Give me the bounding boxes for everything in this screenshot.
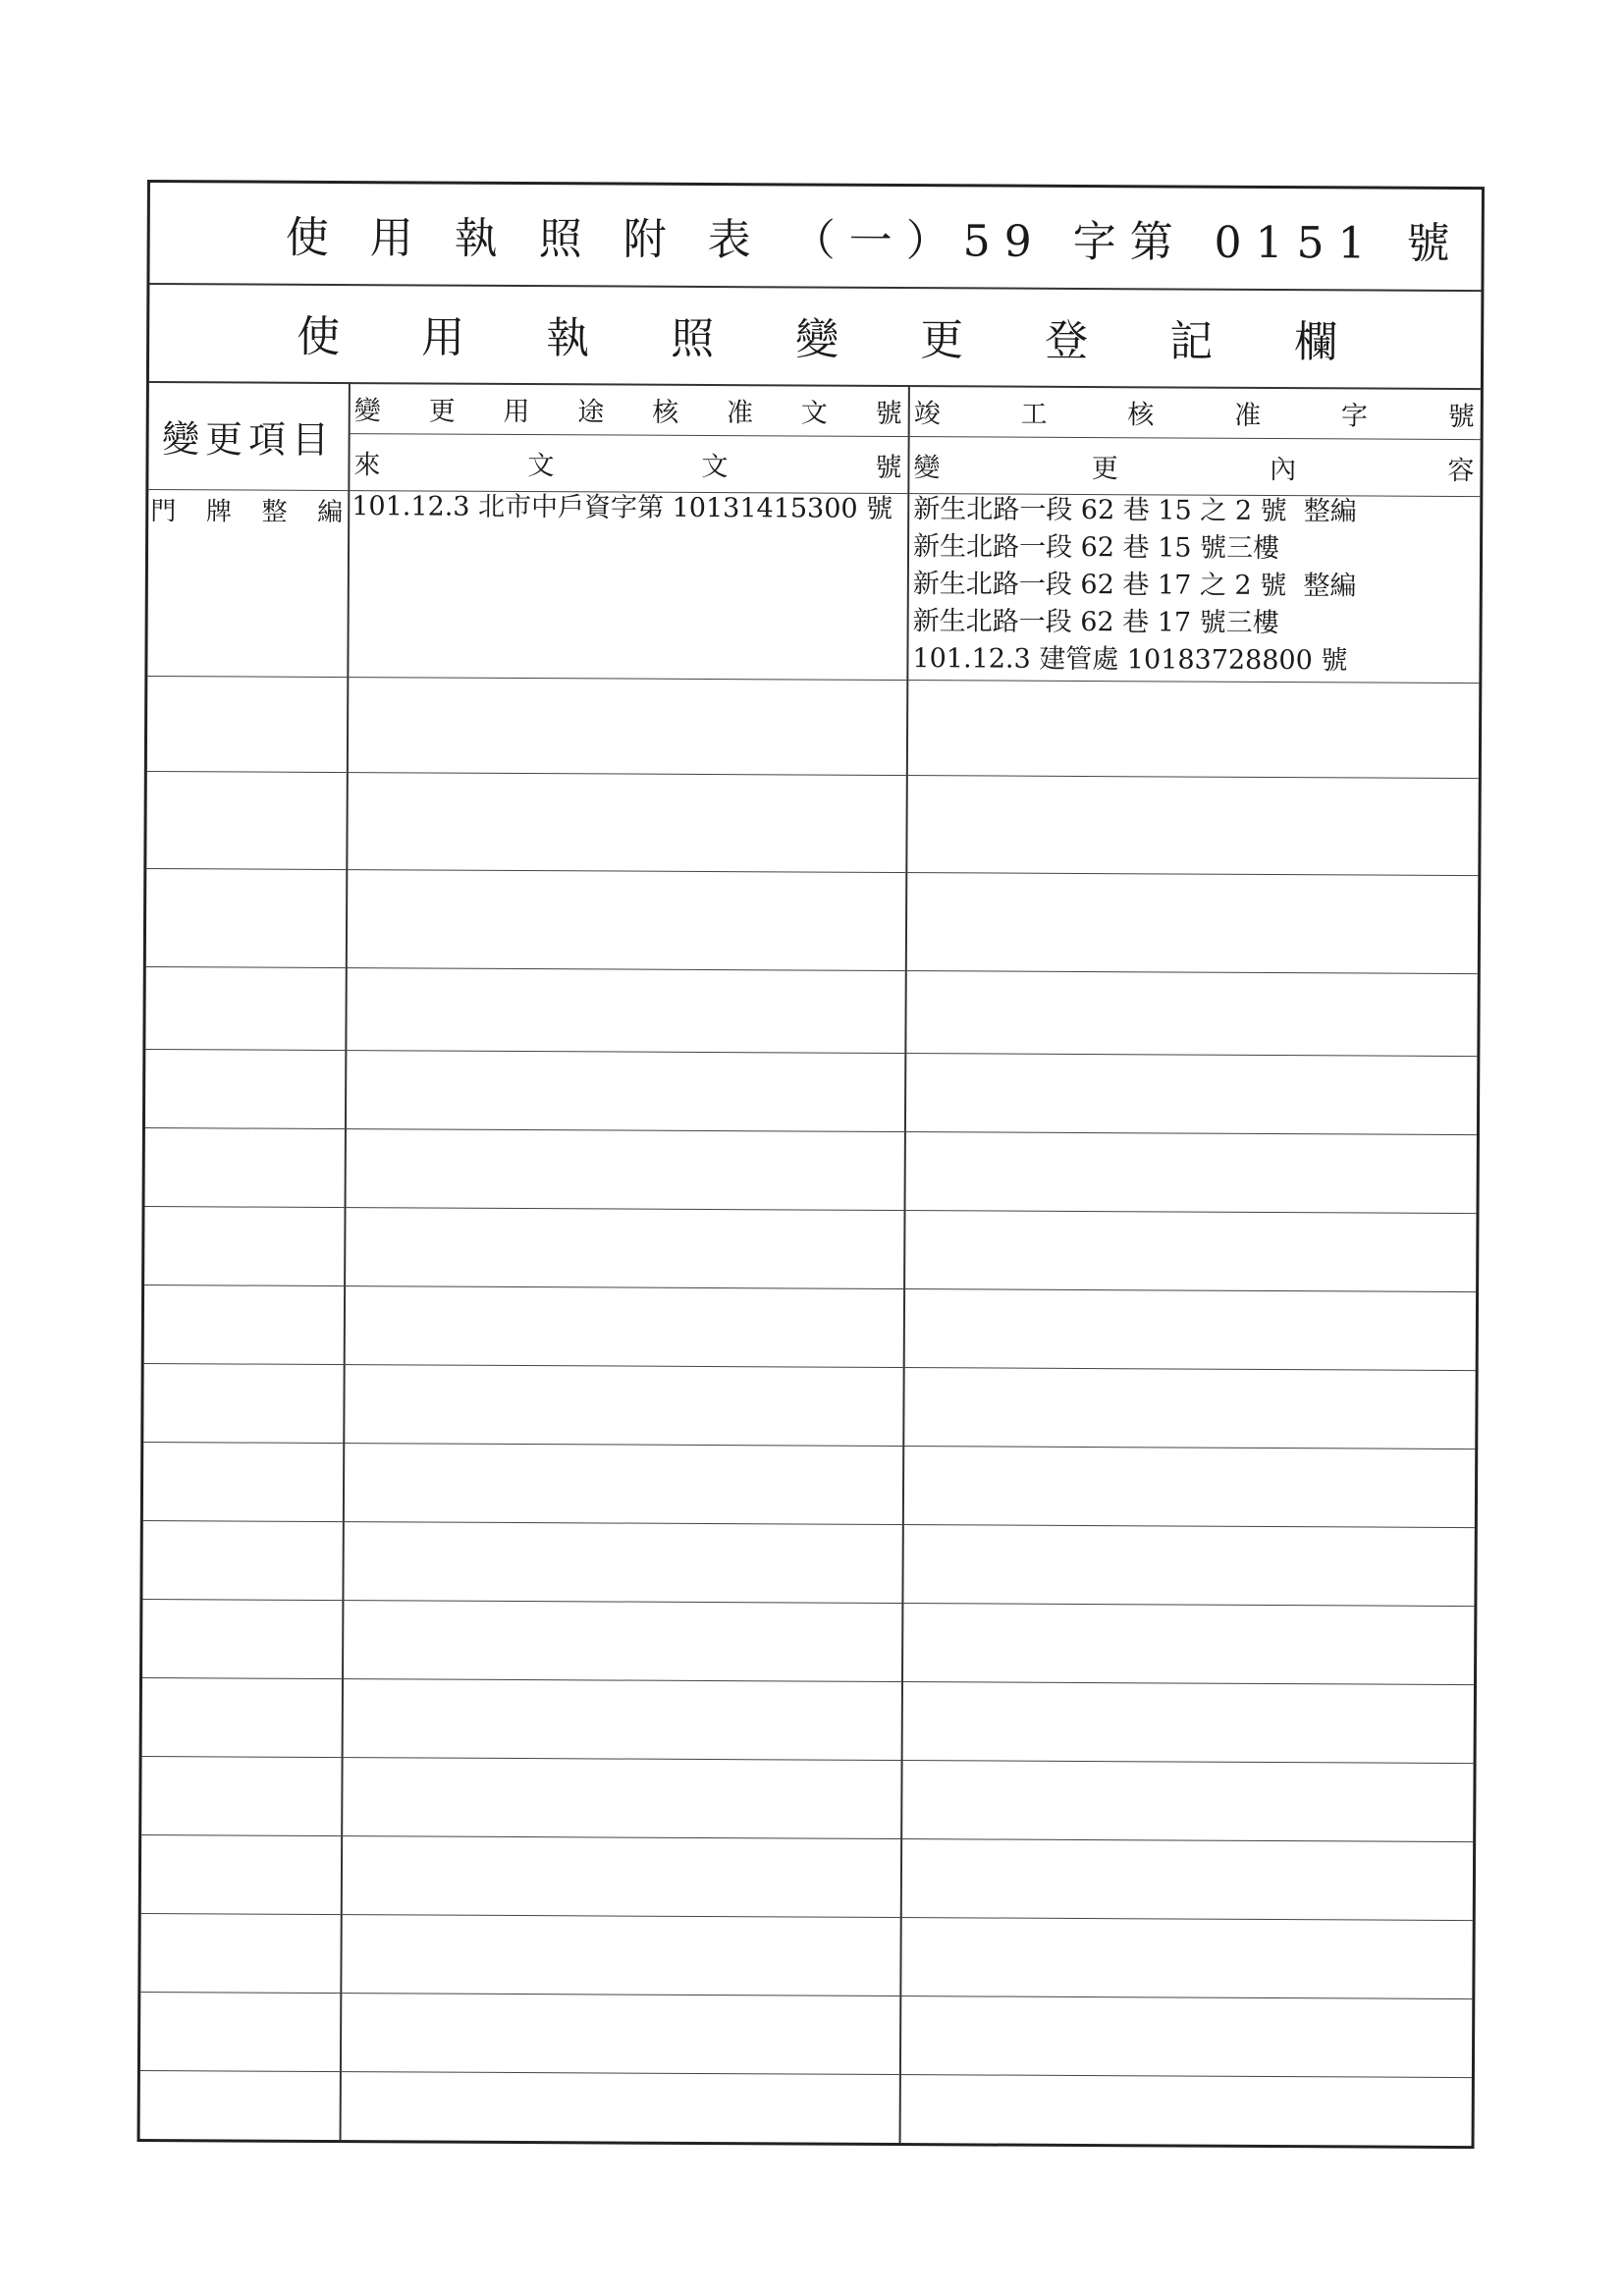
header-char: 字 [1340, 400, 1369, 432]
subtitle-char: 執 [546, 313, 590, 364]
subtitle-char: 使 [297, 311, 341, 363]
column-divider [899, 385, 910, 2143]
header-char: 核 [1127, 399, 1155, 430]
header-char: 號 [875, 452, 902, 483]
header-char: 號 [875, 398, 902, 429]
header-char: 容 [1447, 455, 1475, 486]
header-char: 准 [1234, 400, 1262, 431]
subtitle-char: 用 [421, 312, 465, 363]
item-char: 整 [261, 497, 288, 527]
content-line: 新生北路一段 62 巷 17 之 2 號 整編 [912, 569, 1357, 602]
subtitle-char: 登 [1045, 315, 1089, 367]
completion-approval-header [908, 385, 1481, 439]
form-subtitle [297, 301, 1337, 370]
content-line: 新生北路一段 62 巷 15 之 2 號 整編 [913, 494, 1357, 527]
content-line: 新生北路一段 62 巷 17 號三樓 [912, 606, 1279, 639]
usage-approval-header [349, 382, 908, 436]
header-char: 變 [913, 452, 941, 483]
header-char: 核 [652, 397, 679, 428]
header-char: 內 [1270, 454, 1297, 485]
header-char: 變 [353, 395, 381, 426]
header-char: 來 [353, 449, 381, 480]
header-char: 工 [1020, 399, 1048, 430]
record-table [140, 381, 1481, 2146]
subtitle-char: 更 [920, 315, 964, 366]
header-char: 更 [428, 396, 456, 427]
subtitle-char: 照 [671, 313, 715, 365]
content-line: 新生北路一段 62 巷 15 號三樓 [912, 531, 1280, 565]
column-divider [340, 382, 351, 2140]
header-char: 准 [726, 397, 754, 428]
change-item-name [150, 491, 343, 528]
title-row [149, 183, 1482, 292]
header-char: 竣 [913, 398, 941, 429]
item-header: 變更項目 [161, 416, 336, 462]
content-line: 101.12.3 建管處 10183728800 號 [912, 643, 1348, 677]
header-char: 用 [503, 396, 530, 427]
item-char: 牌 [205, 497, 232, 527]
header-char: 途 [577, 396, 605, 427]
header-char: 更 [1091, 453, 1118, 484]
incoming-doc-header [348, 436, 907, 490]
header-char: 號 [1447, 401, 1475, 432]
header-char: 文 [701, 451, 729, 482]
change-content-header [907, 439, 1480, 493]
item-char: 門 [150, 497, 177, 527]
item-char: 編 [317, 497, 344, 528]
form-title: 使 用 執 照 附 表 （一）59 字第 0151 號 [285, 212, 1464, 270]
license-form [137, 180, 1485, 2149]
subtitle-row [149, 283, 1482, 390]
subtitle-char: 欄 [1294, 317, 1338, 368]
subtitle-char: 記 [1169, 316, 1214, 367]
incoming-doc-number: 101.12.3 北市中戶資字第 10131415300 號 [352, 491, 893, 524]
subtitle-char: 變 [795, 314, 839, 365]
header-char: 文 [800, 397, 828, 429]
header-char: 文 [527, 450, 555, 481]
